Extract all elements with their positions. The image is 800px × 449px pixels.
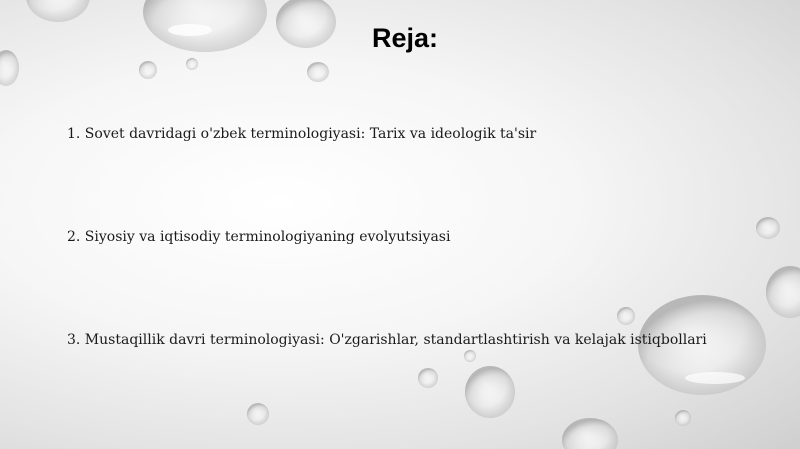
water-drop bbox=[766, 266, 800, 318]
water-drop bbox=[186, 58, 198, 70]
water-drop bbox=[143, 0, 267, 52]
slide-title: Reja: bbox=[371, 23, 439, 53]
water-drop bbox=[307, 62, 329, 82]
water-drop bbox=[617, 307, 635, 325]
plan-item-2: 2. Siyosiy va iqtisodiy terminologiyaning evolyutsiyasi bbox=[67, 229, 451, 245]
water-drop bbox=[464, 350, 476, 362]
plan-item-3: 3. Mustaqillik davri terminologiyasi: O'zgarishlar, standartlashtirish va kelajak istiqbollari bbox=[67, 332, 707, 348]
water-drop bbox=[465, 366, 515, 418]
water-drop bbox=[756, 217, 780, 239]
water-drop bbox=[139, 61, 157, 79]
water-drop bbox=[276, 0, 336, 48]
water-drop bbox=[26, 0, 90, 22]
plan-item-1: 1. Sovet davridagi o'zbek terminologiyasi: Tarix va ideologik ta'sir bbox=[67, 126, 537, 142]
water-drop bbox=[247, 403, 269, 425]
water-drop bbox=[0, 50, 19, 86]
water-drop bbox=[675, 410, 691, 426]
water-drop bbox=[562, 418, 618, 449]
water-drop bbox=[418, 368, 438, 388]
